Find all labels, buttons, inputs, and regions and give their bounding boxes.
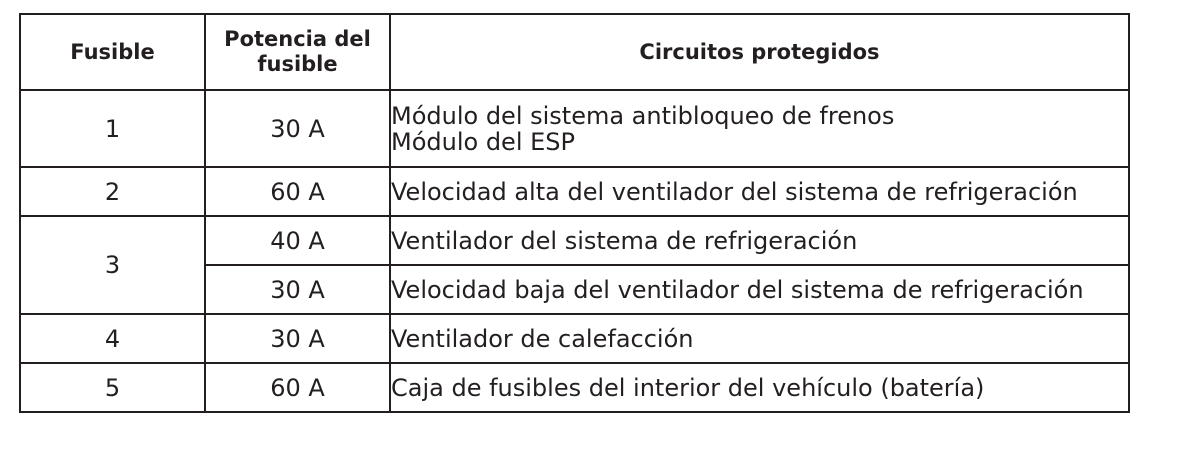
fuse-number: 1 — [20, 90, 205, 167]
table-row — [20, 167, 1129, 216]
fuse-number: 5 — [20, 363, 205, 412]
protected-circuit: Caja de fusibles del interior del vehículo (batería) — [390, 363, 1129, 412]
protected-circuit: Velocidad baja del ventilador del sistema de refrigeración — [390, 265, 1129, 314]
protected-circuit: Ventilador de calefacción — [390, 314, 1129, 363]
fuse-table — [19, 13, 1130, 413]
fuse-number: 2 — [20, 167, 205, 216]
header-row — [20, 14, 1129, 90]
table-row — [20, 216, 1129, 265]
protected-circuit — [390, 90, 1129, 167]
protected-circuit: Ventilador del sistema de refrigeración — [390, 216, 1129, 265]
header-circuits: Circuitos protegidos — [390, 14, 1129, 90]
fuse-rating: 60 A — [205, 167, 390, 216]
fuse-rating: 30 A — [205, 265, 390, 314]
fuse-number: 4 — [20, 314, 205, 363]
header-rating — [205, 14, 390, 90]
protected-circuit-line2: Módulo del ESP — [391, 127, 575, 156]
table-row — [20, 314, 1129, 363]
fuse-number: 3 — [20, 216, 205, 314]
header-rating-line2: fusible — [257, 52, 338, 76]
fuse-rating: 40 A — [205, 216, 390, 265]
protected-circuit-line1: Módulo del sistema antibloqueo de frenos — [391, 101, 895, 130]
fuse-rating: 30 A — [205, 314, 390, 363]
protected-circuit: Velocidad alta del ventilador del sistema de refrigeración — [390, 167, 1129, 216]
table-row — [20, 90, 1129, 167]
table-row — [20, 363, 1129, 412]
fuse-rating: 60 A — [205, 363, 390, 412]
header-fuse: Fusible — [20, 14, 205, 90]
fuse-rating: 30 A — [205, 90, 390, 167]
header-rating-line1: Potencia del — [224, 27, 371, 51]
